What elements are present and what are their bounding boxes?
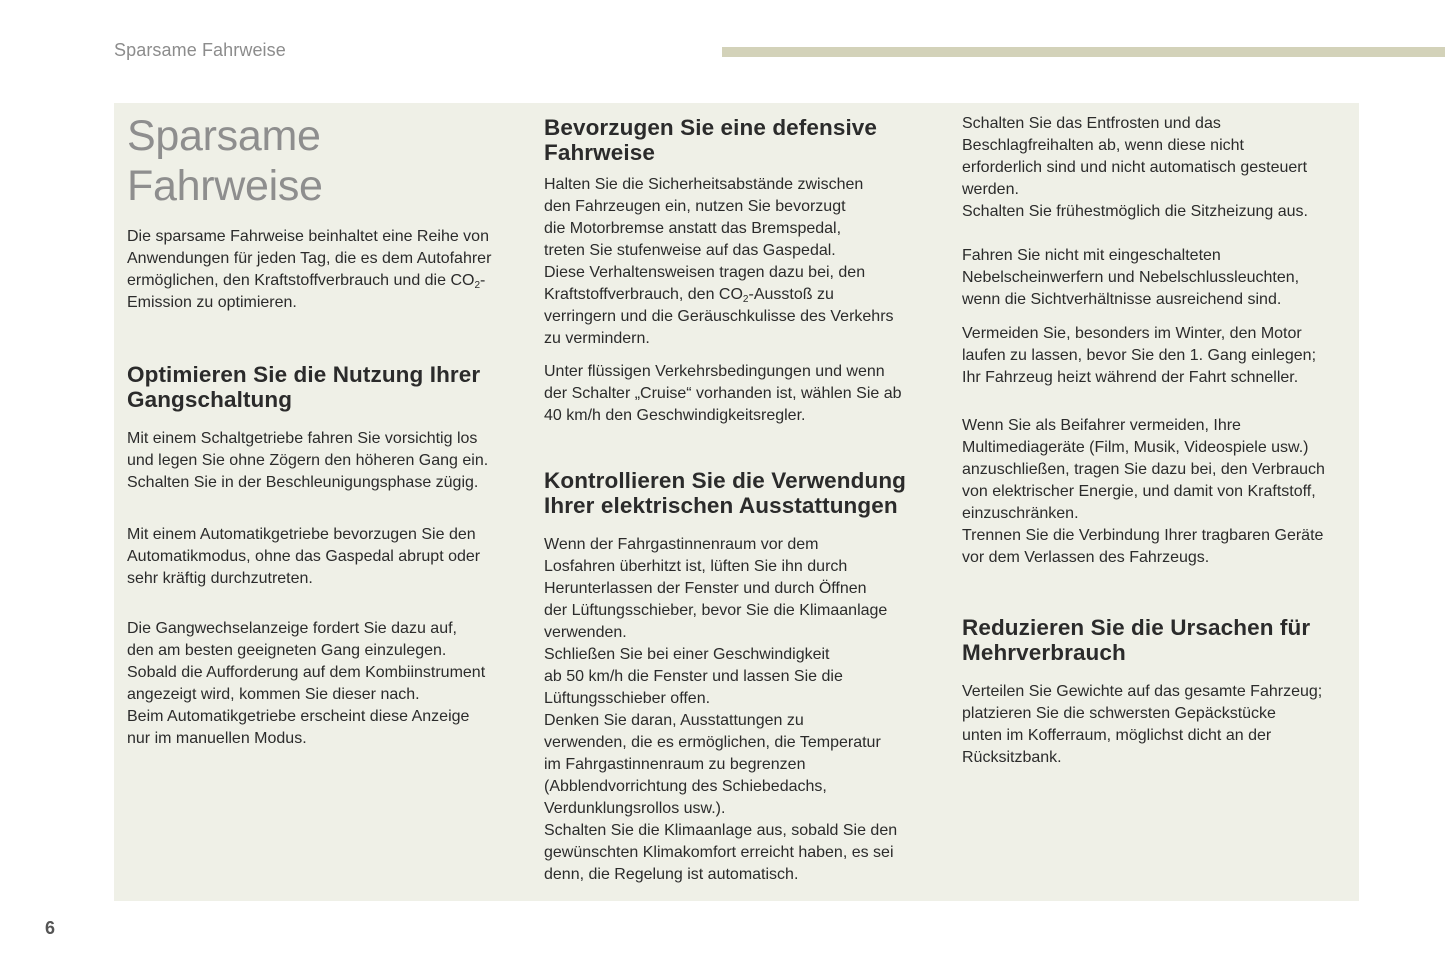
gear-manual-paragraph: Mit einem Schaltgetriebe fahren Sie vorsichtig los und legen Sie ohne Zögern den höheren Gang ein. Schalten Sie in der Beschleunigungsphase zügig. (127, 430, 489, 491)
co2-subscript: 2 (742, 294, 749, 305)
gear-indicator-paragraph: Die Gangwechselanzeige fordert Sie dazu auf, den am besten geeigneten Gang einzulegen. Sobald die Aufforderung auf dem Kombiinstrument angezeigt wird, kommen Sie dieser nach. Beim Automatikgetriebe erscheint diese Anzeige nur im manuellen Modus. (127, 620, 486, 747)
column-right (962, 103, 1352, 769)
weight-distribution-paragraph: Verteilen Sie Gewichte auf das gesamte Fahrzeug; platzieren Sie die schwersten Gepäckstücke unten im Kofferraum, möglichst dicht an der Rücksitzbank. (962, 683, 1323, 766)
heading-gear-usage: Optimieren Sie die Nutzung Ihrer Gangschaltung (127, 362, 481, 412)
page-number: 6 (45, 918, 56, 938)
engine-idle-paragraph: Vermeiden Sie, besonders im Winter, den Motor laufen zu lassen, bevor Sie den 1. Gang einlegen; Ihr Fahrzeug heizt während der Fahrt schneller. (962, 325, 1317, 386)
fog-lights-paragraph: Fahren Sie nicht mit eingeschalteten Nebelscheinwerfern und Nebelschlussleuchten, wenn die Sichtverhältnisse ausreichend sind. (962, 247, 1300, 308)
gear-automatic-paragraph: Mit einem Automatikgetriebe bevorzugen Sie den Automatikmodus, ohne das Gaspedal abrupt oder sehr kräftig durchzutreten. (127, 526, 481, 587)
intro-text-start: Die sparsame Fahrweise beinhaltet eine Reihe von Anwendungen für jeden Tag, die es dem Autofahrer ermöglichen, den Kraftstoffverbrauch und die CO (127, 228, 492, 289)
co2-subscript: 2 (474, 280, 481, 291)
defensive-text-end: -Ausstoß zu verringern und die Geräuschkulisse des Verkehrs zu vermindern. (544, 286, 894, 347)
column-middle (544, 103, 929, 886)
content-panel (114, 103, 1359, 901)
intro-paragraph (127, 226, 522, 314)
column-left (127, 103, 522, 750)
heading-defensive-driving: Bevorzugen Sie eine defensive Fahrweise (544, 115, 878, 165)
heading-electrical-equipment: Kontrollieren Sie die Verwendung Ihrer elektrischen Ausstattungen (544, 468, 907, 518)
defrost-paragraph: Schalten Sie das Entfrosten und das Beschlagfreihalten ab, wenn diese nicht erforderlich sind und nicht automatisch gesteuert werden. Schalten Sie frühestmöglich die Sitzheizung aus. (962, 115, 1308, 220)
defensive-paragraph (544, 174, 929, 350)
page-title: Sparsame Fahrweise (127, 112, 323, 210)
defensive-text-start: Halten Sie die Sicherheitsabstände zwischen den Fahrzeugen ein, nutzen Sie bevorzugt die Motorbremse anstatt das Bremspedal, treten Sie stufenweise auf das Gaspedal. Diese Verhaltensweisen tragen dazu bei, den Kraftstoffverbrauch, den CO (544, 176, 866, 303)
header-accent-bar (722, 47, 1445, 57)
intro-text-end: - Emission zu optimieren. (127, 272, 486, 311)
multimedia-paragraph: Wenn Sie als Beifahrer vermeiden, Ihre Multimediageräte (Film, Musik, Videospiele usw.) anzuschließen, tragen Sie dazu bei, den Verbrauch von elektrischer Energie, und damit von Kraftstoff, einzuschränken. Trennen Sie die Verbindung Ihrer tragbaren Geräte vor dem Verlassen des Fahrzeugs. (962, 417, 1325, 566)
electrical-paragraph: Wenn der Fahrgastinnenraum vor dem Losfahren überhitzt ist, lüften Sie ihn durch Herunterlassen der Fenster und durch Öffnen der Lüftungsschieber, bevor Sie die Klimaanlage verwenden. Schließen Sie bei einer Geschwindigkeit ab 50 km/h die Fenster und lassen Sie die Lüftungsschieber offen. Denken Sie daran, Ausstattungen zu verwenden, die es ermöglichen, die Temperatur im Fahrgastinnenraum zu begrenzen (Abblendvorrichtung des Schiebedachs, Verdunklungsrollos usw.). Schalten Sie die Klimaanlage aus, sobald Sie den gewünschten Klimakomfort erreicht haben, es sei denn, die Regelung ist automatisch. (544, 536, 898, 883)
running-header-title: Sparsame Fahrweise (114, 40, 286, 60)
heading-reduce-consumption: Reduzieren Sie die Ursachen für Mehrverbrauch (962, 615, 1311, 665)
cruise-paragraph: Unter flüssigen Verkehrsbedingungen und wenn der Schalter „Cruise“ vorhanden ist, wählen Sie ab 40 km/h den Geschwindigkeitsregler. (544, 363, 902, 424)
